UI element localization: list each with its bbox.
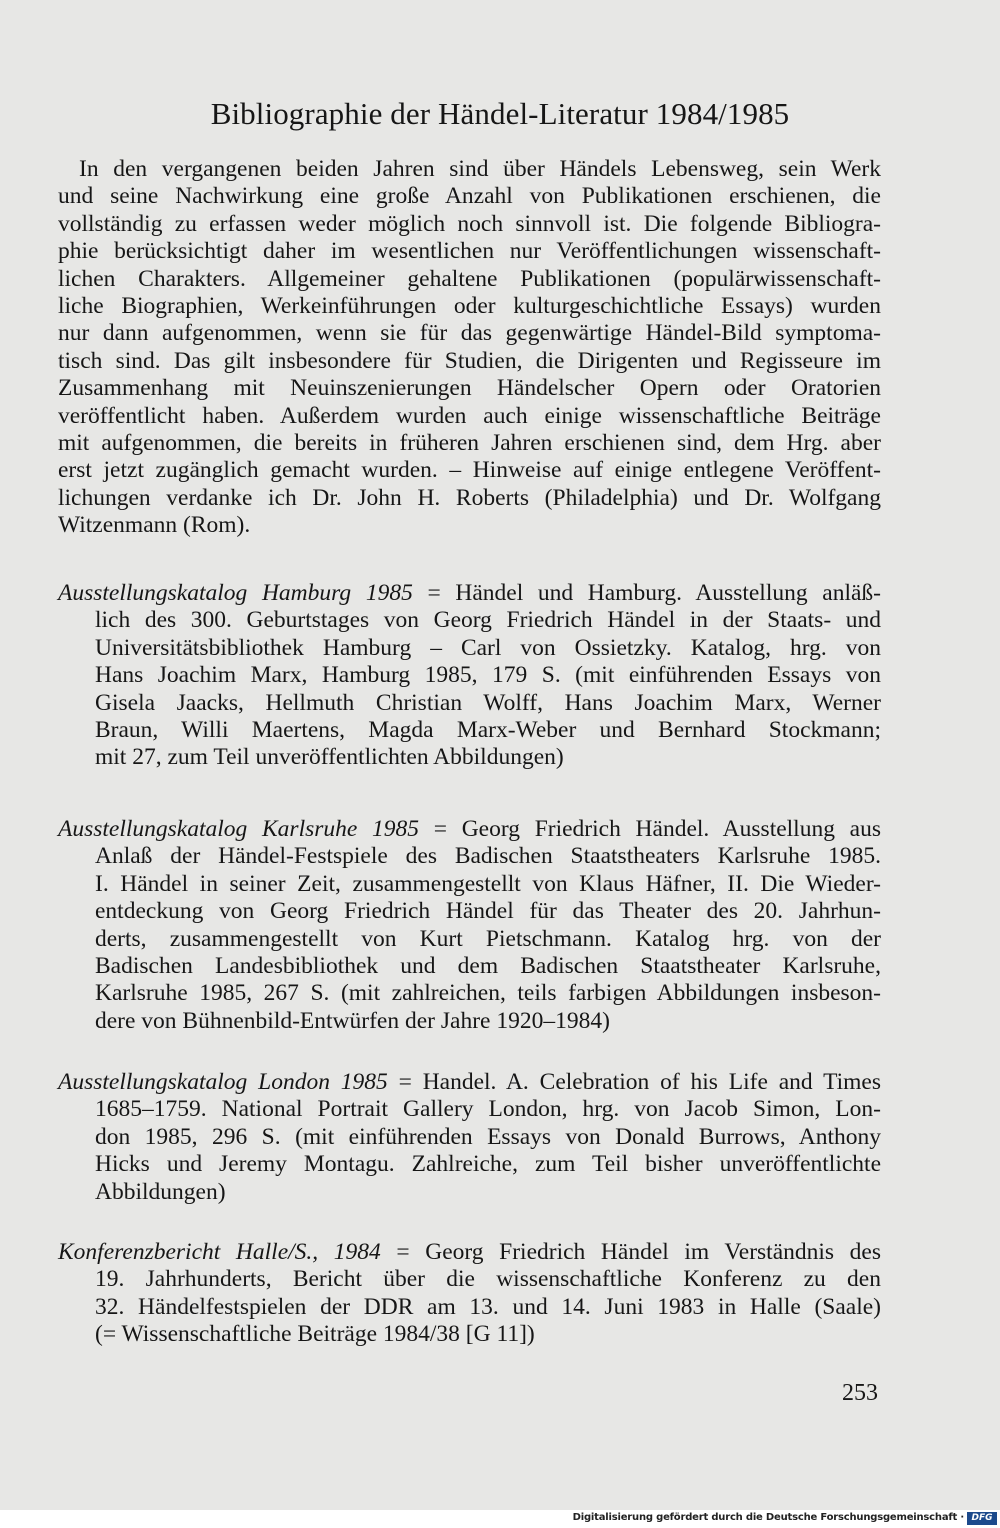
entry-first-text: = Georg Friedrich Händel im Verständnis des: [380, 1239, 881, 1265]
entry-first-line: [58, 1069, 881, 1096]
intro-paragraph: [58, 156, 881, 540]
entry-first-text: = Georg Friedrich Händel. Ausstellung aus: [419, 816, 881, 842]
entry-first-line: [58, 580, 881, 607]
entry-line: Abbildungen): [95, 1178, 226, 1205]
intro-line: Witzenmann (Rom).: [58, 512, 251, 539]
entry-line: 1685–1759. National Portrait Gallery London, hrg. von Jacob Simon, Lon-: [95, 1096, 881, 1123]
entry-line: Badischen Landesbibliothek und dem Badischen Staatstheater Karlsruhe,: [95, 953, 881, 980]
entry-line: I. Händel in seiner Zeit, zusammengestellt von Klaus Häfner, II. Die Wieder-: [95, 870, 881, 897]
entry-line: (= Wissenschaftliche Beiträge 1984/38 [G 11]): [95, 1321, 535, 1348]
bibliography-entry: [58, 1239, 881, 1349]
entry-first-line: [58, 1239, 881, 1266]
entry-first-text: = Handel. A. Celebration of his Life and Times: [387, 1069, 881, 1095]
entry-line: 32. Händelfestspielen der DDR am 13. und 14. Juni 1983 in Halle (Saale): [95, 1293, 881, 1320]
entry-first-line: [58, 816, 881, 843]
dfg-logo-icon: DFG: [967, 1512, 997, 1525]
entry-title: Konferenzbericht Halle/S., 1984: [58, 1239, 381, 1265]
entry-line: Karlsruhe 1985, 267 S. (mit zahlreichen, teils farbigen Abbildungen insbeson-: [95, 980, 881, 1007]
intro-line: nur dann aufgenommen, wenn sie für das gegenwärtige Händel-Bild symptoma-: [58, 320, 881, 347]
intro-line: liche Biographien, Werkeinführungen oder kulturgeschichtliche Essays) wurden: [58, 293, 881, 320]
intro-line: vollständig zu erfassen weder möglich noch sinnvoll ist. Die folgende Bibliogra-: [58, 210, 881, 237]
bibliography-entry: [58, 580, 881, 772]
entry-line: don 1985, 296 S. (mit einführenden Essays von Donald Burrows, Anthony: [95, 1123, 881, 1150]
entry-line: lich des 300. Geburtstages von Georg Friedrich Händel in der Staats- und: [95, 607, 881, 634]
intro-line: In den vergangenen beiden Jahren sind über Händels Lebensweg, sein Werk: [79, 156, 881, 182]
page-title: Bibliographie der Händel-Literatur 1984/1985: [210, 96, 790, 131]
entry-line: mit 27, zum Teil unveröffentlichten Abbildungen): [95, 744, 564, 771]
footer-credit: Digitalisierung gefördert durch die Deutsche Forschungsgemeinschaft ·: [572, 1512, 964, 1523]
bibliography-entry: [58, 816, 881, 1035]
entry-line: derts, zusammengestellt von Kurt Pietschmann. Katalog hrg. von der: [95, 925, 881, 952]
intro-line: erst jetzt zugänglich gemacht wurden. – Hinweise auf einige entlegene Veröffent-: [58, 457, 881, 484]
intro-line: tisch sind. Das gilt insbesondere für Studien, die Dirigenten und Regisseure im: [58, 347, 881, 374]
entry-line: Universitätsbibliothek Hamburg – Carl von Ossietzky. Katalog, hrg. von: [95, 634, 881, 661]
bibliography-entry: [58, 1069, 881, 1206]
entry-title: Ausstellungskatalog Hamburg 1985: [58, 580, 413, 606]
intro-line: mit aufgenommen, die bereits in früheren Jahren erschienen sind, dem Hrg. aber: [58, 430, 881, 457]
intro-line: veröffentlicht haben. Außerdem wurden auch einige wissenschaftliche Beiträge: [58, 402, 881, 429]
intro-line: lichungen verdanke ich Dr. John H. Roberts (Philadelphia) und Dr. Wolfgang: [58, 484, 881, 511]
entry-line: Hans Joachim Marx, Hamburg 1985, 179 S. (mit einführenden Essays von: [95, 662, 881, 689]
entry-line: Anlaß der Händel-Festspiele des Badischen Staatstheaters Karlsruhe 1985.: [95, 843, 881, 870]
entry-line: Braun, Willi Maertens, Magda Marx-Weber und Bernhard Stockmann;: [95, 717, 881, 744]
entry-line: Gisela Jaacks, Hellmuth Christian Wolff, Hans Joachim Marx, Werner: [95, 689, 881, 716]
intro-line: phie berücksichtigt daher im wesentlichen nur Veröffentlichungen wissenschaft-: [58, 238, 881, 265]
entry-title: Ausstellungskatalog London 1985: [58, 1069, 388, 1095]
entry-line: entdeckung von Georg Friedrich Händel für das Theater des 20. Jahrhun-: [95, 898, 881, 925]
entry-line: Hicks und Jeremy Montagu. Zahlreiche, zum Teil bisher unveröffentlichte: [95, 1151, 881, 1178]
entry-line: dere von Bühnenbild-Entwürfen der Jahre 1920–1984): [95, 1007, 610, 1034]
page-number: 253: [842, 1380, 878, 1406]
intro-line: und seine Nachwirkung eine große Anzahl von Publikationen erschienen, die: [58, 183, 881, 210]
entry-line: 19. Jahrhunderts, Bericht über die wissenschaftliche Konferenz zu den: [95, 1266, 881, 1293]
digitization-footer: [0, 1510, 1000, 1528]
intro-line: Zusammenhang mit Neuinszenierungen Händelscher Opern oder Oratorien: [58, 375, 881, 402]
entry-title: Ausstellungskatalog Karlsruhe 1985: [58, 816, 420, 842]
intro-line: lichen Charakters. Allgemeiner gehaltene Publikationen (populärwissenschaft-: [58, 265, 881, 292]
entry-first-text: = Händel und Hamburg. Ausstellung anläß-: [412, 580, 881, 606]
